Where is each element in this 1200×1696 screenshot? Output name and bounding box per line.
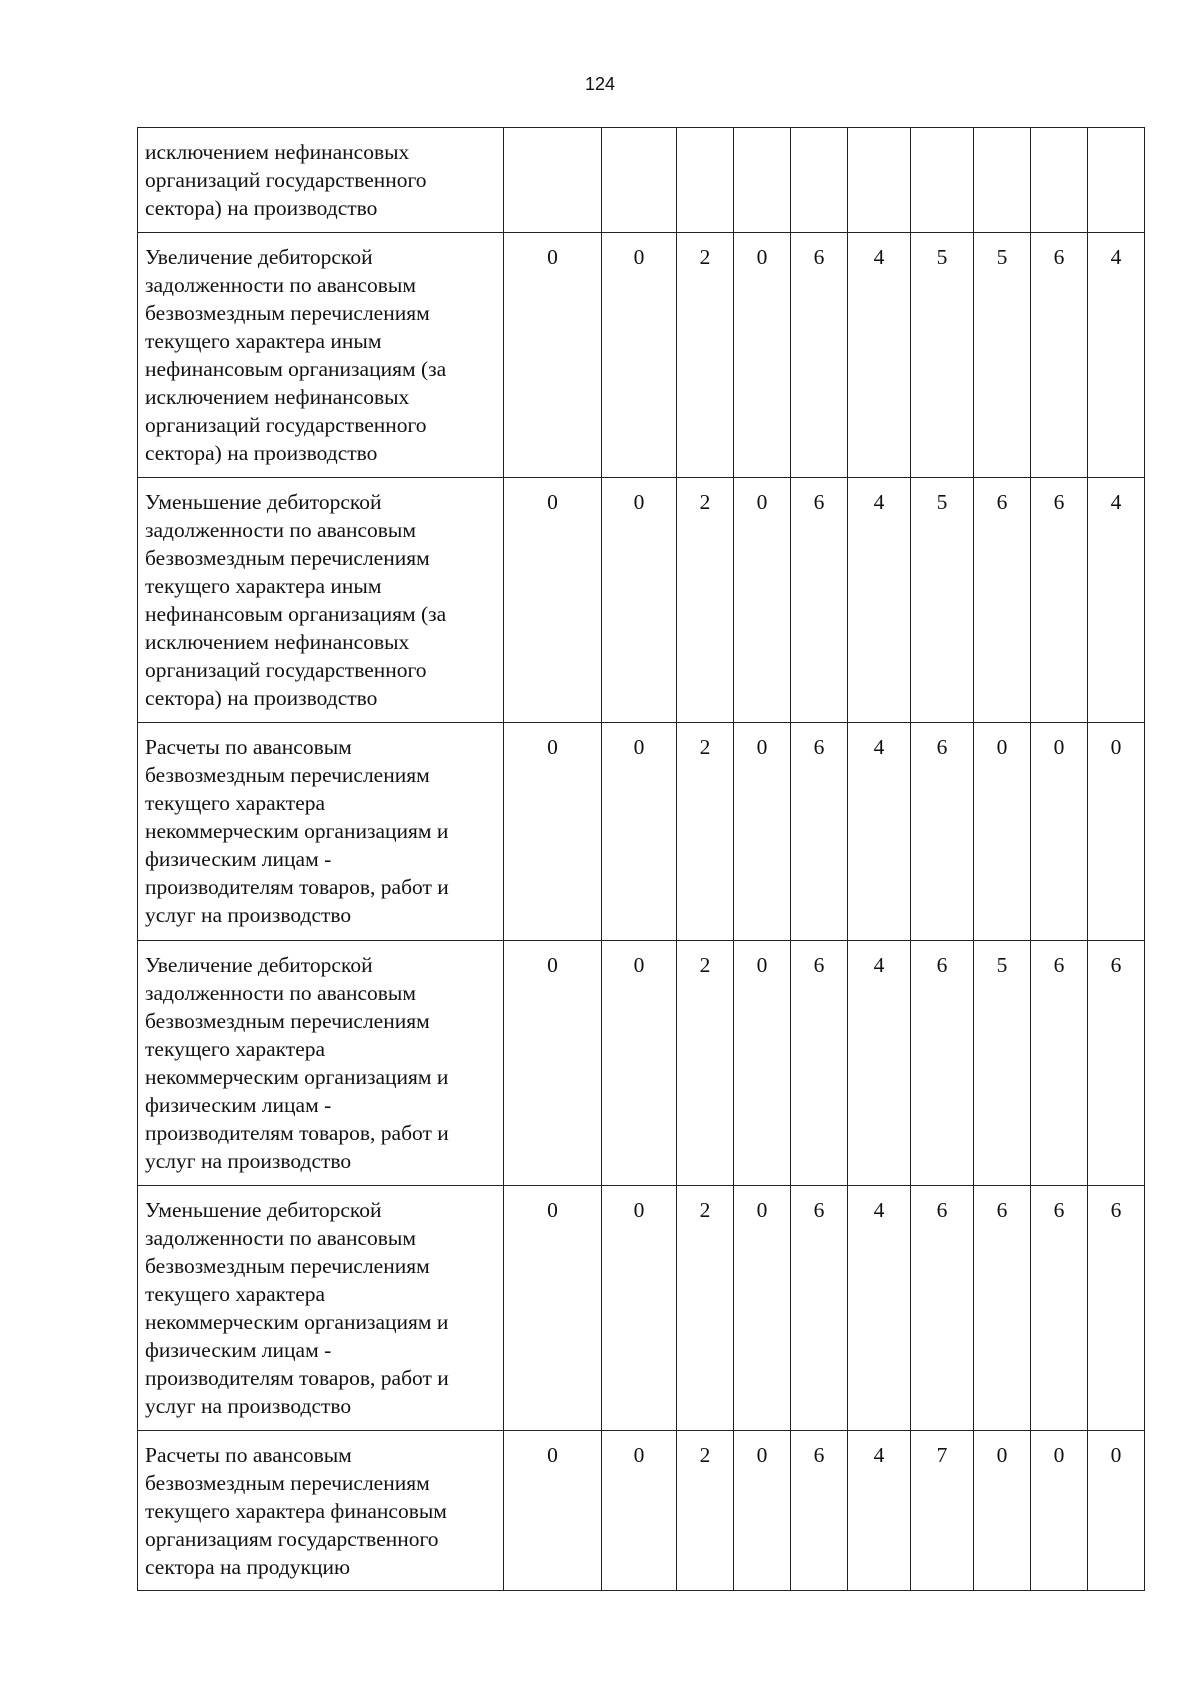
code-digit-cell [602, 128, 677, 233]
code-digit-cell: 0 [974, 723, 1031, 941]
code-digit-cell: 2 [677, 233, 734, 478]
description-line: Расчеты по авансовым [145, 735, 352, 759]
code-digit-cell: 6 [791, 233, 848, 478]
description-line: физическим лицам - [145, 1338, 332, 1362]
code-digit-cell: 0 [602, 1186, 677, 1431]
code-digit-cell: 6 [1031, 1186, 1088, 1431]
code-digit-cell [911, 128, 974, 233]
description-line: организаций государственного [145, 413, 427, 437]
table-body [138, 128, 1145, 1591]
code-digit-cell: 4 [848, 723, 911, 941]
description-line: производителям товаров, работ и [145, 1366, 449, 1390]
description-line: нефинансовым организациям (за [145, 357, 447, 381]
code-digit-cell: 6 [911, 1186, 974, 1431]
description-line: услуг на производство [145, 1394, 352, 1418]
code-digit-cell: 0 [504, 941, 602, 1186]
code-digit-cell: 0 [734, 1431, 791, 1591]
row-description [138, 233, 504, 478]
description-line: задолженности по авансовым [145, 518, 416, 542]
code-digit-cell: 6 [1088, 941, 1145, 1186]
code-digit-cell: 0 [734, 723, 791, 941]
code-digit-cell: 0 [504, 1431, 602, 1591]
code-digit-cell: 6 [974, 478, 1031, 723]
description-line: некоммерческим организациям и [145, 819, 449, 843]
row-description [138, 478, 504, 723]
description-line: безвозмездным перечислениям [145, 763, 430, 787]
code-digit-cell [677, 128, 734, 233]
code-digit-cell: 4 [848, 1186, 911, 1431]
row-description [138, 1431, 504, 1591]
description-line: текущего характера иным [145, 329, 382, 353]
code-digit-cell: 0 [734, 233, 791, 478]
description-line: физическим лицам - [145, 847, 332, 871]
code-digit-cell: 0 [504, 1186, 602, 1431]
code-digit-cell: 6 [911, 941, 974, 1186]
code-digit-cell: 0 [504, 233, 602, 478]
description-line: безвозмездным перечислениям [145, 1009, 430, 1033]
description-line: организаций государственного [145, 168, 427, 192]
table-row [138, 1186, 1145, 1431]
description-line: сектора) на производство [145, 686, 378, 710]
code-digit-cell: 0 [1031, 1431, 1088, 1591]
code-digit-cell: 6 [974, 1186, 1031, 1431]
description-line: Увеличение дебиторской [145, 953, 373, 977]
description-line: Уменьшение дебиторской [145, 490, 382, 514]
code-digit-cell [848, 128, 911, 233]
description-line: задолженности по авансовым [145, 273, 416, 297]
code-digit-cell: 7 [911, 1431, 974, 1591]
code-digit-cell: 4 [848, 941, 911, 1186]
description-line: текущего характера [145, 1282, 326, 1306]
code-digit-cell: 6 [1031, 941, 1088, 1186]
description-line: услуг на производство [145, 903, 352, 927]
code-digit-cell: 6 [791, 478, 848, 723]
code-digit-cell: 4 [1088, 478, 1145, 723]
code-digit-cell: 6 [911, 723, 974, 941]
code-digit-cell: 0 [504, 478, 602, 723]
code-digit-cell: 0 [1031, 723, 1088, 941]
code-digit-cell: 0 [602, 1431, 677, 1591]
code-digit-cell: 2 [677, 941, 734, 1186]
description-line: некоммерческим организациям и [145, 1065, 449, 1089]
code-digit-cell: 2 [677, 1431, 734, 1591]
code-digit-cell: 0 [602, 941, 677, 1186]
code-digit-cell: 0 [734, 1186, 791, 1431]
description-line: физическим лицам - [145, 1093, 332, 1117]
code-digit-cell: 6 [1031, 233, 1088, 478]
row-description [138, 1186, 504, 1431]
description-line: текущего характера [145, 791, 326, 815]
description-line: Увеличение дебиторской [145, 245, 373, 269]
code-digit-cell: 5 [974, 941, 1031, 1186]
description-line: услуг на производство [145, 1149, 352, 1173]
table-row [138, 128, 1145, 233]
description-line: Расчеты по авансовым [145, 1443, 352, 1467]
description-line: исключением нефинансовых [145, 385, 410, 409]
code-digit-cell: 5 [911, 233, 974, 478]
code-digit-cell: 6 [791, 723, 848, 941]
description-line: безвозмездным перечислениям [145, 301, 430, 325]
table-row [138, 478, 1145, 723]
code-digit-cell: 0 [602, 723, 677, 941]
code-digit-cell [1031, 128, 1088, 233]
code-digit-cell: 6 [1031, 478, 1088, 723]
account-codes-table [137, 127, 1145, 1591]
description-line: Уменьшение дебиторской [145, 1198, 382, 1222]
code-digit-cell: 4 [848, 478, 911, 723]
description-line: безвозмездным перечислениям [145, 1471, 430, 1495]
description-line: безвозмездным перечислениям [145, 1254, 430, 1278]
code-digit-cell: 4 [848, 233, 911, 478]
code-digit-cell: 2 [677, 723, 734, 941]
code-digit-cell [791, 128, 848, 233]
code-digit-cell: 0 [602, 478, 677, 723]
table-row [138, 1431, 1145, 1591]
code-digit-cell [974, 128, 1031, 233]
code-digit-cell: 4 [848, 1431, 911, 1591]
code-digit-cell: 0 [602, 233, 677, 478]
code-digit-cell [504, 128, 602, 233]
table-row [138, 233, 1145, 478]
code-digit-cell: 0 [974, 1431, 1031, 1591]
table-row [138, 723, 1145, 941]
description-line: организаций государственного [145, 658, 427, 682]
code-digit-cell: 0 [1088, 723, 1145, 941]
code-digit-cell: 0 [504, 723, 602, 941]
code-digit-cell: 0 [734, 478, 791, 723]
description-line: нефинансовым организациям (за [145, 602, 447, 626]
code-digit-cell: 0 [1088, 1431, 1145, 1591]
row-description [138, 128, 504, 233]
code-digit-cell: 5 [911, 478, 974, 723]
code-digit-cell: 6 [791, 1431, 848, 1591]
code-digit-cell: 6 [1088, 1186, 1145, 1431]
code-digit-cell: 6 [791, 1186, 848, 1431]
code-digit-cell [734, 128, 791, 233]
description-line: сектора на продукцию [145, 1555, 351, 1579]
description-line: производителям товаров, работ и [145, 1121, 449, 1145]
description-line: задолженности по авансовым [145, 981, 416, 1005]
code-digit-cell: 5 [974, 233, 1031, 478]
code-digit-cell: 0 [734, 941, 791, 1186]
description-line: сектора) на производство [145, 196, 378, 220]
description-line: текущего характера иным [145, 574, 382, 598]
row-description [138, 723, 504, 941]
description-line: текущего характера [145, 1037, 326, 1061]
code-digit-cell: 2 [677, 478, 734, 723]
description-line: исключением нефинансовых [145, 630, 410, 654]
page-number: 124 [584, 74, 616, 94]
code-digit-cell: 6 [791, 941, 848, 1186]
description-line: безвозмездным перечислениям [145, 546, 430, 570]
description-line: производителям товаров, работ и [145, 875, 449, 899]
row-description [138, 941, 504, 1186]
description-line: некоммерческим организациям и [145, 1310, 449, 1334]
table-row [138, 941, 1145, 1186]
description-line: сектора) на производство [145, 441, 378, 465]
description-line: текущего характера финансовым [145, 1499, 447, 1523]
code-digit-cell: 2 [677, 1186, 734, 1431]
description-line: организациям государственного [145, 1527, 439, 1551]
description-line: исключением нефинансовых [145, 140, 410, 164]
code-digit-cell: 4 [1088, 233, 1145, 478]
description-line: задолженности по авансовым [145, 1226, 416, 1250]
code-digit-cell [1088, 128, 1145, 233]
